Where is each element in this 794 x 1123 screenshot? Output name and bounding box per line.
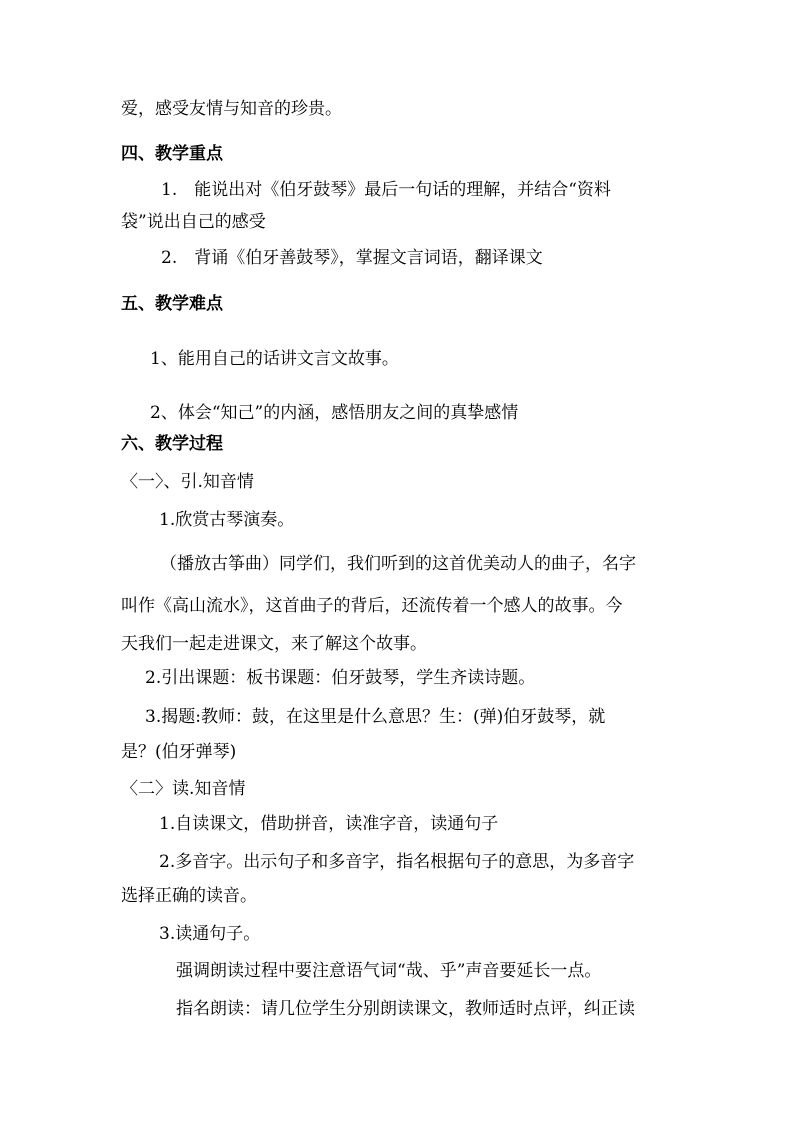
paragraph-line: 袋”说出自己的感受 <box>121 212 266 232</box>
list-item: 1.自读课文，借助拼音，读准字音，读通句子 <box>159 814 499 834</box>
subsection-heading: 〈一〉、引.知音情 <box>121 472 254 492</box>
list-item: 1. 能说出对《伯牙鼓琴》最后一句话的理解，并结合“资料 <box>161 180 611 200</box>
list-item: 3.揭题:教师：鼓，在这里是什么意思？生：(弹)伯牙鼓琴，就 <box>145 707 606 727</box>
list-item: 2. 背诵《伯牙善鼓琴》，掌握文言词语，翻译课文 <box>161 248 543 268</box>
paragraph-line: 爱，感受友情与知音的珍贵。 <box>121 99 342 119</box>
paragraph-line: 天我们一起走进课文，来了解这个故事。 <box>121 634 427 654</box>
list-item: 2.多音字。出示句子和多音字，指名根据句子的意思，为多音字 <box>159 852 635 872</box>
section-heading-difficulties: 五、教学难点 <box>121 294 223 314</box>
list-item: 1、能用自己的话讲文言文故事。 <box>150 349 399 369</box>
subsection-heading: 〈二〉读.知音情 <box>121 779 246 799</box>
paragraph-line: 强调朗读过程中要注意语气词“哉、乎”声音要延长一点。 <box>176 961 602 981</box>
section-heading-key-points: 四、教学重点 <box>121 144 223 164</box>
paragraph-line: （播放古筝曲）同学们，我们听到的这首优美动人的曲子，名字 <box>160 554 636 574</box>
section-heading-process: 六、教学过程 <box>121 434 223 454</box>
paragraph-line: 选择正确的读音。 <box>121 886 257 906</box>
list-item: 3.读通句子。 <box>159 924 261 944</box>
paragraph-line: 是？(伯牙弹琴) <box>121 742 237 762</box>
paragraph-line: 叫作《高山流水》，这首曲子的背后，还流传着一个感人的故事。今 <box>121 596 623 616</box>
list-item: 2、体会“知己”的内涵，感悟朋友之间的真挚感情 <box>150 403 519 423</box>
paragraph-line: 指名朗读：请几位学生分别朗读课文，教师适时点评，纠正读 <box>176 999 635 1019</box>
list-item: 2.引出课题：板书课题：伯牙鼓琴，学生齐读诗题。 <box>145 668 536 688</box>
list-item: 1.欣赏古琴演奏。 <box>159 510 295 530</box>
